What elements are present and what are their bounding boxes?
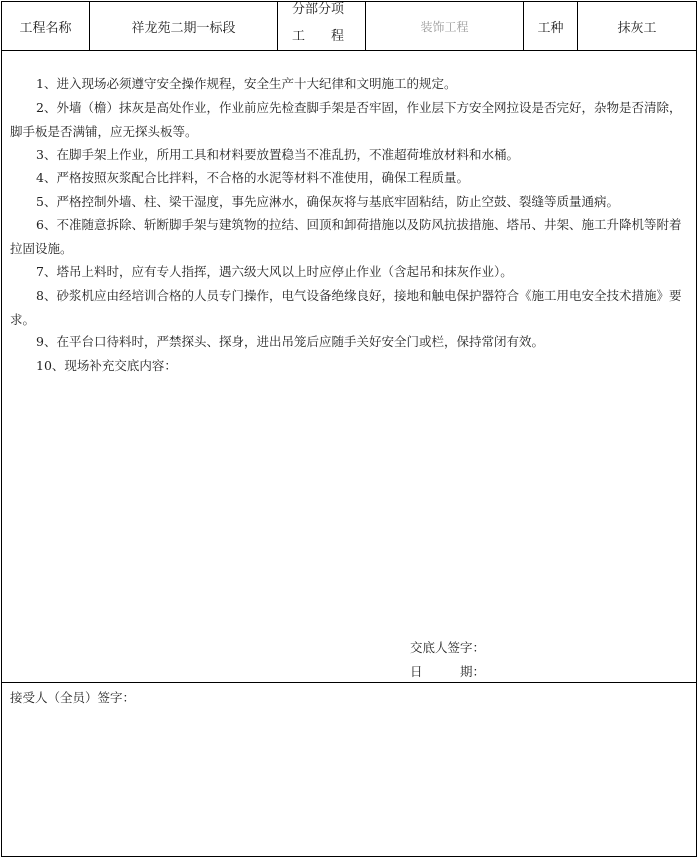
sub-project-value-text: 装饰工程: [420, 19, 469, 34]
discloser-signature-label: 交底人签字：: [410, 640, 486, 655]
sub-project-label-line1: 分部分项: [292, 2, 345, 17]
project-name-value: 祥龙苑二期一标段: [90, 2, 278, 50]
sub-project-label: [278, 2, 366, 50]
item-7: 7、塔吊上料时，应有专人指挥，遇六级大风以上时应停止作业（含起吊和抹灰作业）。: [36, 264, 513, 279]
date-label: 日 期：: [410, 664, 486, 679]
item-5: 5、严格控制外墙、柱、梁干湿度，事先应淋水，确保灰将与基底牢固粘结，防止空鼓、裂缝等质量通病。: [36, 194, 619, 209]
item-1: 1、进入现场必须遵守安全操作规程，安全生产十大纪律和文明施工的规定。: [36, 76, 457, 91]
disclosure-form: [1, 1, 697, 857]
disclosure-content: [2, 50, 696, 683]
item-8: 8、砂浆机应由经培训合格的人员专门操作，电气设备绝缘良好，接地和触电保护器符合《施工用电安全技术措施》要求。: [10, 288, 682, 327]
sub-project-label-line2: 工 程: [292, 29, 345, 44]
trade-value: 抹灰工: [617, 20, 657, 36]
sub-project-value: [366, 2, 524, 50]
item-9: 9、在平台口待料时，严禁探头、探身，进出吊笼后应随手关好安全门或栏，保持常闭有效。: [36, 334, 544, 349]
item-3: 3、在脚手架上作业，所用工具和材料要放置稳当不准乱扔，不准超荷堆放材料和水桶。: [36, 147, 519, 162]
trade-label: 工种: [524, 2, 578, 50]
project-name-label: 工程名称: [2, 2, 90, 50]
item-10: 10、现场补充交底内容：: [36, 358, 177, 373]
receiver-signature-label: 接受人（全员）签字：: [10, 690, 136, 705]
item-2: 2、外墙（檐）抹灰是高处作业，作业前应先检查脚手架是否牢固，作业层下方安全网拉设是否完好，杂物是否清除，脚手板是否满铺，应无探头板等。: [10, 100, 682, 139]
item-4: 4、严格按照灰浆配合比拌料，不合格的水泥等材料不准使用，确保工程质量。: [36, 170, 469, 185]
header-row: [2, 2, 696, 51]
item-6: 6、不准随意拆除、斩断脚手架与建筑物的拉结、回顶和卸荷措施以及防风抗拔措施、塔吊、井架、施工升降机等附着拉固设施。: [10, 217, 682, 256]
